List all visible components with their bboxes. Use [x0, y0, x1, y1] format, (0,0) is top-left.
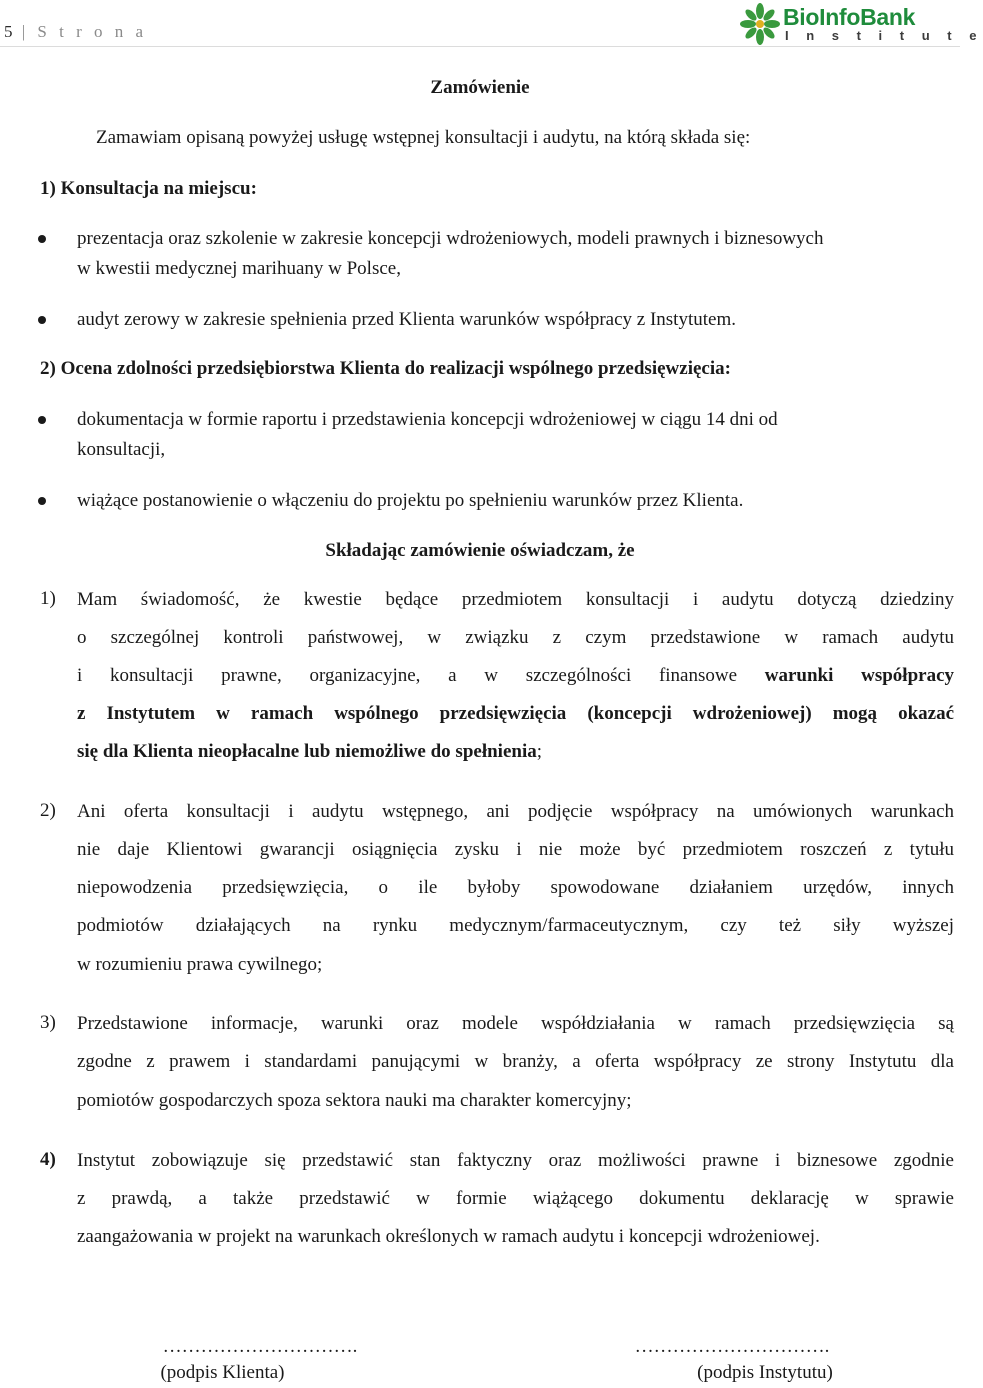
section-2-bullet-1-line-1: dokumentacja w formie raportu i przedstawienia koncepcji wdrożeniowej w ciągu 14 dni od — [77, 409, 778, 430]
green-leaf-icon — [740, 3, 780, 45]
point-2-line-2: nie daje Klientowi gwarancji osiągnięcia zysku i nie może być przedmiotem roszczeń z tytułu — [77, 839, 954, 860]
point-number: 4) — [40, 1149, 56, 1170]
section-2-bullet-1-line-2: konsultacji, — [77, 439, 166, 460]
point-1-line-3 — [77, 664, 954, 702]
institute-signature-line: …………………………. — [634, 1336, 830, 1357]
point-4-line-2: z prawdą, a także przedstawić w formie wiążącego dokumentu deklarację w sprawie — [77, 1188, 954, 1209]
point-1-line-4 — [77, 702, 954, 740]
point-number: 2) — [40, 800, 56, 821]
page-number-header — [4, 22, 147, 42]
page-label: | S t r o n a — [21, 22, 148, 41]
point-1-line-5 — [77, 740, 954, 778]
point-number: 1) — [40, 588, 56, 609]
point-1-line-1: Mam świadomość, że kwestie będące przedmiotem konsultacji i audytu dotyczą dziedziny — [77, 589, 954, 610]
section-1-bullet-2: audyt zerowy w zakresie spełnienia przed Klienta warunków współpracy z Instytutem. — [77, 309, 736, 330]
header-divider — [0, 46, 960, 47]
institute-signature-label: (podpis Instytutu) — [697, 1362, 833, 1383]
point-4-line-3: zaangażowania w projekt na warunkach określonych w ramach audytu i koncepcji wdrożeniowej. — [77, 1226, 820, 1247]
section-1-bullet-1-line-1: prezentacja oraz szkolenie w zakresie koncepcji wdrożeniowych, modeli prawnych i biznesowych — [77, 228, 824, 249]
point-1-line-5-text: się dla Klienta nieopłacalne lub niemożliwe do spełnienia — [77, 741, 537, 762]
section-2-heading: 2) Ocena zdolności przedsiębiorstwa Klienta do realizacji wspólnego przedsięwzięcia: — [40, 358, 731, 379]
page-number: 5 — [4, 22, 14, 41]
declaration-heading: Składając zamówienie oświadczam, że — [325, 540, 635, 561]
bioinfobank-logo — [738, 2, 983, 46]
point-2-line-1: Ani oferta konsultacji i audytu wstępnego, ani podjęcie współpracy na umówionych warunkach — [77, 801, 954, 822]
client-signature-label: (podpis Klienta) — [160, 1362, 285, 1383]
point-1-line-2: o szczególnej kontroli państwowej, w związku z czym przedstawione w ramach audytu — [77, 627, 954, 648]
logo-subtitle: I n s t i t u t e — [785, 28, 983, 43]
point-2-line-3: niepowodzenia przedsięwzięcia, o ile byłoby spowodowane działaniem urzędów, innych — [77, 877, 954, 898]
bullet-dot — [38, 316, 46, 324]
point-4-line-1: Instytut zobowiązuje się przedstawić stan faktyczny oraz możliwości prawne i biznesowe zgodnie — [77, 1150, 954, 1171]
point-2-line-4: podmiotów działających na rynku medycznym/farmaceutycznym, czy też siły wyższej — [77, 915, 954, 936]
point-3-line-2: zgodne z prawem i standardami panującymi w branży, a oferta współpracy ze strony Instytutu dla — [77, 1051, 954, 1072]
section-1-bullet-1-line-2: w kwestii medycznej marihuany w Polsce, — [77, 258, 401, 279]
point-number: 3) — [40, 1012, 56, 1033]
bullet-dot — [38, 416, 46, 424]
section-1-heading: 1) Konsultacja na miejscu: — [40, 178, 257, 199]
bullet-dot — [38, 235, 46, 243]
intro-text: Zamawiam opisaną powyżej usługę wstępnej konsultacji i audytu, na którą składa się: — [96, 127, 751, 148]
point-1-bold-tail: warunki współpracy — [764, 665, 955, 686]
point-1-line-3-text: i konsultacji prawne, organizacyjne, a w szczególności finansowe — [77, 665, 738, 686]
section-2-bullet-2: wiążące postanowienie o włączeniu do projektu po spełnieniu warunków przez Klienta. — [77, 490, 744, 511]
point-2-line-5: w rozumieniu prawa cywilnego; — [77, 954, 323, 975]
point-3-line-1: Przedstawione informacje, warunki oraz modele współdziałania w ramach przedsięwzięcia są — [77, 1013, 954, 1034]
client-signature-line: …………………………. — [162, 1336, 358, 1357]
bullet-dot — [38, 497, 46, 505]
logo-wordmark: BioInfoBank — [783, 4, 916, 30]
point-3-line-3: pomiotów gospodarczych spoza sektora nauki ma charakter komercyjny; — [77, 1090, 632, 1111]
document-title: Zamówienie — [430, 77, 530, 98]
point-1-line-4-text: z Instytutem w ramach wspólnego przedsięwzięcia (koncepcji wdrożeniowej) mogą okazać — [77, 703, 954, 724]
point-1-end-punct: ; — [536, 741, 543, 762]
